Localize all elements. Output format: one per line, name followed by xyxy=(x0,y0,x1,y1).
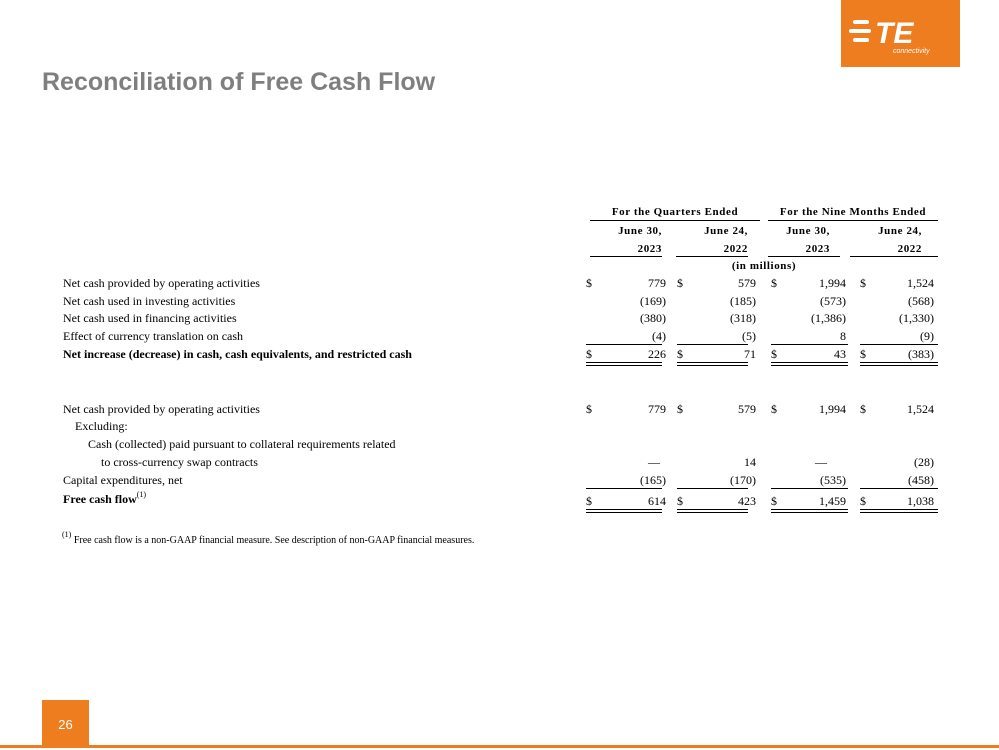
total-double-rule xyxy=(860,362,938,366)
row-label-investing: Net cash used in investing activities xyxy=(63,294,236,308)
group-rule-quarters xyxy=(590,220,760,221)
group-header-quarters: For the Quarters Ended xyxy=(611,206,739,218)
dollar-sign: $ xyxy=(677,494,683,508)
footnote-text: Free cash flow is a non-GAAP financial measure. See description of non-GAAP financial measures. xyxy=(73,535,475,546)
cell-value: 1,459 xyxy=(819,494,846,508)
dollar-sign: $ xyxy=(586,276,592,290)
dollar-sign: $ xyxy=(677,276,683,290)
bottom-accent-rule xyxy=(0,745,999,748)
row-label-free-cash-flow xyxy=(63,492,146,506)
subtotal-rule xyxy=(860,344,938,345)
col-header-2-line1: June 24, xyxy=(704,225,748,237)
cell-value: (383) xyxy=(908,347,934,361)
cell-value: (5) xyxy=(742,329,756,343)
cell-value: — xyxy=(648,455,660,469)
col-header-1-line1: June 30, xyxy=(618,225,662,237)
row-label-operating: Net cash provided by operating activities xyxy=(63,276,260,290)
cell-value: (185) xyxy=(730,294,756,308)
col-rule-4 xyxy=(850,256,938,257)
cell-value: 779 xyxy=(648,402,666,416)
col-rule-1 xyxy=(590,256,662,257)
cell-value: 614 xyxy=(648,494,666,508)
dollar-sign: $ xyxy=(860,402,866,416)
cell-value: (165) xyxy=(640,473,666,487)
subtotal-rule xyxy=(677,488,748,489)
logo-text: TE xyxy=(875,17,914,50)
row-label-currency: Effect of currency translation on cash xyxy=(63,329,244,343)
group-header-nine-months: For the Nine Months Ended xyxy=(779,206,927,218)
row-label-operating: Net cash provided by operating activities xyxy=(63,402,260,416)
page-number: 26 xyxy=(42,700,89,748)
cell-value: 14 xyxy=(744,455,756,469)
cell-value: 1,038 xyxy=(907,494,934,508)
te-connectivity-logo xyxy=(841,0,960,67)
col-rule-2 xyxy=(676,256,748,257)
cell-value: 579 xyxy=(738,276,756,290)
col-header-3-line1: June 30, xyxy=(786,225,830,237)
total-double-rule xyxy=(771,362,848,366)
subtotal-rule xyxy=(771,344,848,345)
dollar-sign: $ xyxy=(860,276,866,290)
total-double-rule xyxy=(677,362,748,366)
cell-value: 8 xyxy=(840,329,846,343)
row-label-financing: Net cash used in financing activities xyxy=(63,311,237,325)
cell-value: 43 xyxy=(834,347,846,361)
total-double-rule xyxy=(677,509,748,513)
cell-value: 423 xyxy=(738,494,756,508)
cell-value: 1,994 xyxy=(819,276,846,290)
cell-value: (170) xyxy=(730,473,756,487)
subtotal-rule xyxy=(677,344,748,345)
subtotal-rule xyxy=(586,488,662,489)
slide-title: Reconciliation of Free Cash Flow xyxy=(42,68,436,96)
footnote-marker: (1) xyxy=(136,490,147,499)
dollar-sign: $ xyxy=(586,494,592,508)
subtotal-rule xyxy=(586,344,662,345)
cell-value: (9) xyxy=(920,329,934,343)
cell-value: (1,386) xyxy=(811,311,846,325)
subtotal-rule xyxy=(860,488,938,489)
cell-value: (458) xyxy=(908,473,934,487)
total-double-rule xyxy=(586,509,662,513)
group-rule-nine-months xyxy=(768,220,938,221)
dollar-sign: $ xyxy=(860,347,866,361)
free-cash-flow-label: Free cash flow xyxy=(63,492,137,506)
dollar-sign: $ xyxy=(677,347,683,361)
dollar-sign: $ xyxy=(860,494,866,508)
cell-value: 779 xyxy=(648,276,666,290)
dollar-sign: $ xyxy=(586,347,592,361)
footnote xyxy=(62,530,475,548)
dollar-sign: $ xyxy=(771,494,777,508)
cell-value: (169) xyxy=(640,294,666,308)
total-double-rule xyxy=(860,509,938,513)
dollar-sign: $ xyxy=(586,402,592,416)
dollar-sign: $ xyxy=(677,402,683,416)
col-header-1-line2: 2023 xyxy=(637,243,662,255)
cell-value: (380) xyxy=(640,311,666,325)
col-header-4-line2: 2022 xyxy=(897,243,922,255)
total-double-rule xyxy=(771,509,848,513)
cell-value: 226 xyxy=(648,347,666,361)
col-header-4-line1: June 24, xyxy=(878,225,922,237)
cell-value: (568) xyxy=(908,294,934,308)
cell-value: (4) xyxy=(652,329,666,343)
cell-value: 71 xyxy=(744,347,756,361)
total-double-rule xyxy=(586,362,662,366)
dollar-sign: $ xyxy=(771,402,777,416)
col-rule-3 xyxy=(768,256,840,257)
cell-value: (1,330) xyxy=(899,311,934,325)
cell-value: 1,994 xyxy=(819,402,846,416)
cell-value: (318) xyxy=(730,311,756,325)
col-header-2-line2: 2022 xyxy=(723,243,748,255)
cell-value: (573) xyxy=(820,294,846,308)
cell-value: — xyxy=(815,455,827,469)
row-label-net-increase: Net increase (decrease) in cash, cash equivalents, and restricted cash xyxy=(63,347,412,361)
cell-value: 1,524 xyxy=(907,402,934,416)
row-label-collateral-line2: to cross-currency swap contracts xyxy=(101,455,258,469)
cell-value: 579 xyxy=(738,402,756,416)
row-label-collateral-line1: Cash (collected) paid pursuant to collateral requirements related xyxy=(88,437,396,451)
dollar-sign: $ xyxy=(771,347,777,361)
row-label-capex: Capital expenditures, net xyxy=(63,473,183,487)
col-header-3-line2: 2023 xyxy=(805,243,830,255)
cell-value: (535) xyxy=(820,473,846,487)
footnote-marker: (1) xyxy=(62,530,72,539)
cell-value: 1,524 xyxy=(907,276,934,290)
dollar-sign: $ xyxy=(771,276,777,290)
row-label-excluding: Excluding: xyxy=(75,419,128,433)
subtotal-rule xyxy=(771,488,848,489)
cell-value: (28) xyxy=(914,455,934,469)
logo-subtext: connectivity xyxy=(893,48,930,55)
units-note: (in millions) xyxy=(731,260,797,272)
